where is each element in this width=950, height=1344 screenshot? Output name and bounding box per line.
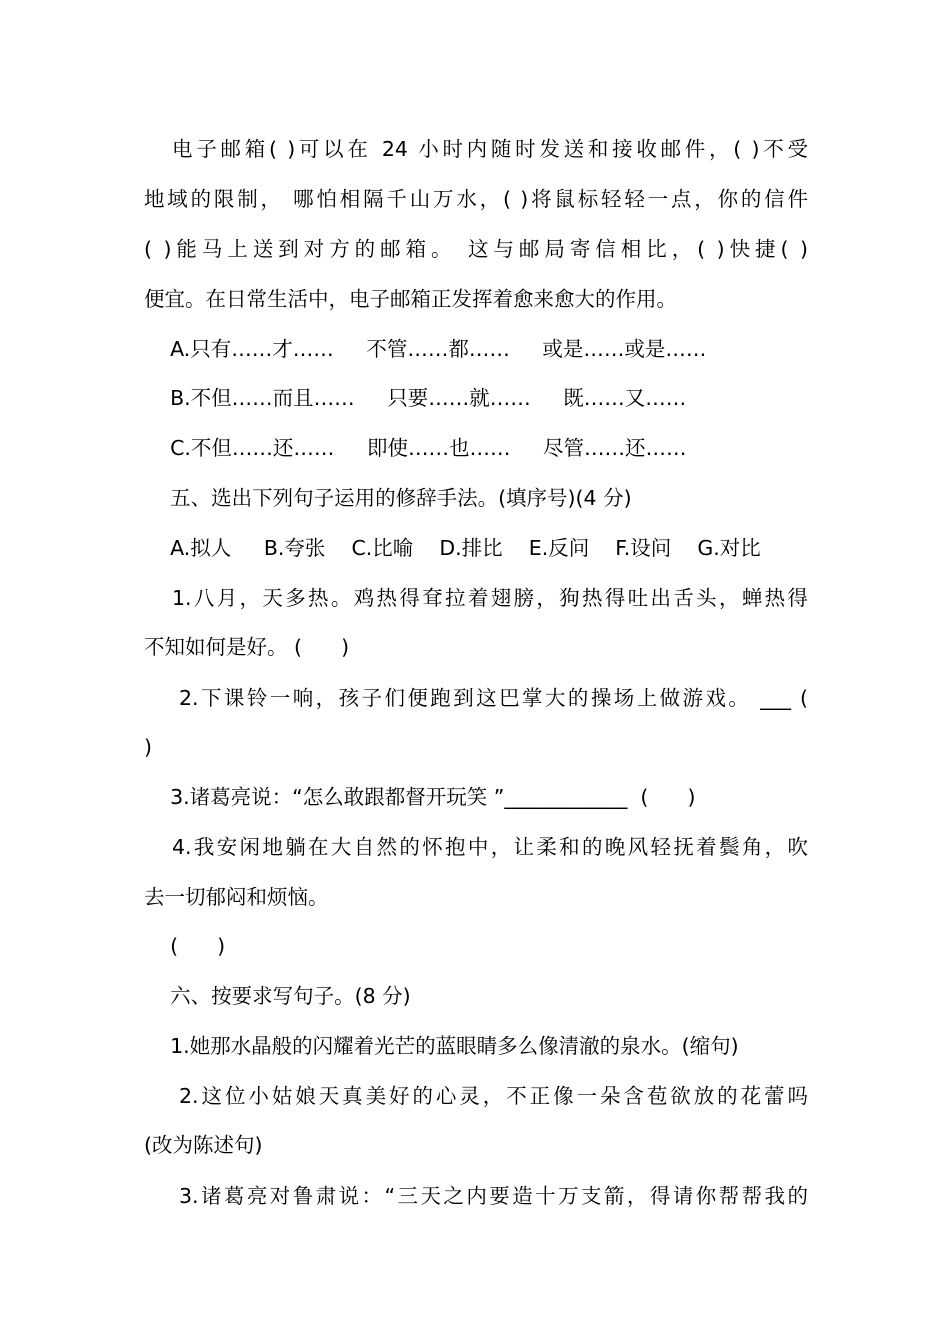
s5-question-2-line-1: 2.下课铃一响，孩子们便跑到这巴掌大的操场上做游戏。 ___ (: [179, 686, 808, 710]
passage-line-3: ( )能马上送到对方的邮箱。 这与邮局寄信相比，( )快捷( ): [144, 237, 808, 261]
s6-question-1: 1.她那水晶般的闪耀着光芒的蓝眼睛多么像清澈的泉水。(缩句): [144, 1034, 739, 1058]
s5-question-1-line-1: 1.八月，天多热。鸡热得耷拉着翅膀，狗热得吐出舌头，蝉热得: [172, 586, 808, 610]
section-6-heading: 六、按要求写句子。(8 分): [144, 984, 411, 1008]
s5-question-2-line-2: ): [144, 735, 152, 759]
passage-line-4: 便宜。在日常生活中，电子邮箱正发挥着愈来愈大的作用。: [144, 287, 677, 311]
section-5-choices: A.拟人 B.夸张 C.比喻 D.排比 E.反问 F.设问 G.对比: [144, 536, 761, 560]
option-a: A.只有……才…… 不管……都…… 或是……或是……: [144, 337, 707, 361]
option-c: C.不但……还…… 即使……也…… 尽管……还……: [144, 436, 687, 460]
s6-question-2-line-1: 2.这位小姑娘天真美好的心灵，不正像一朵含苞欲放的花蕾吗: [179, 1084, 808, 1108]
s5-question-4-line-3: ( ): [144, 934, 226, 958]
s6-question-3-line-1: 3.诸葛亮对鲁肃说：“三天之内要造十万支箭，得请你帮帮我的: [179, 1184, 808, 1208]
s5-question-1-line-2: 不知如何是好。 ( ): [144, 635, 350, 659]
section-5-heading: 五、选出下列句子运用的修辞手法。(填序号)(4 分): [144, 486, 632, 510]
s5-question-4-line-2: 去一切郁闷和烦恼。: [144, 885, 329, 909]
s6-question-2-line-2: (改为陈述句): [144, 1133, 263, 1157]
s5-question-4-line-1: 4.我安闲地躺在大自然的怀抱中，让柔和的晚风轻抚着鬓角，吹: [172, 835, 808, 859]
s5-question-3: 3.诸葛亮说：“怎么敢跟都督开玩笑 ”____________ ( ): [144, 785, 696, 809]
passage-line-1: 电子邮箱( )可以在 24 小时内随时发送和接收邮件，( )不受: [172, 137, 808, 161]
passage-line-2: 地域的限制， 哪怕相隔千山万水，( )将鼠标轻轻一点，你的信件: [144, 187, 808, 211]
option-b: B.不但……而且…… 只要……就…… 既……又……: [144, 386, 687, 410]
